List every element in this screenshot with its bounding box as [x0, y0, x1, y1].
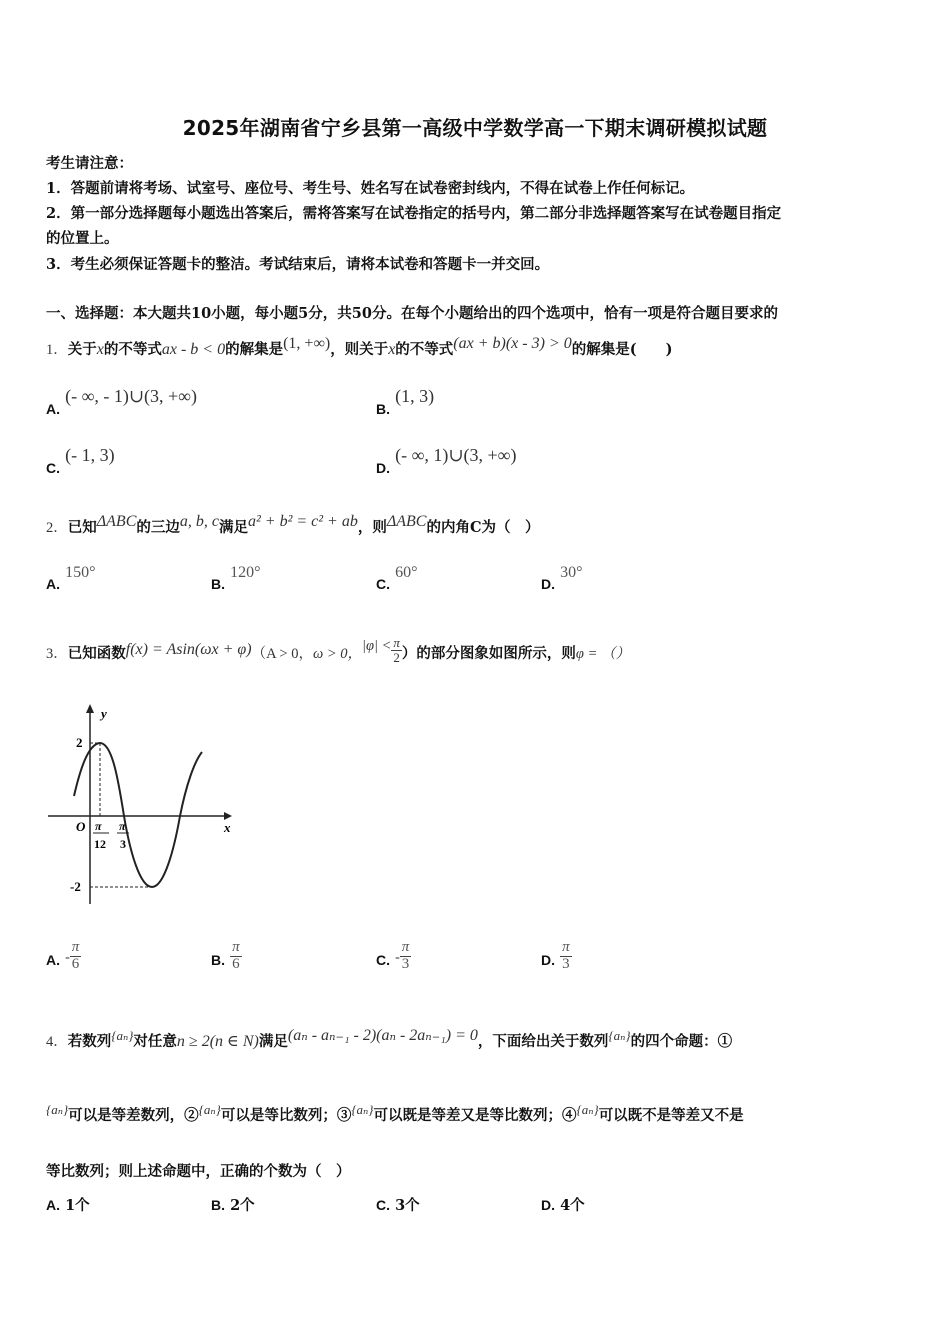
q4-number: 4．: [46, 1034, 68, 1050]
option-fraction: [70, 940, 82, 973]
q2-number: 2．: [46, 520, 68, 536]
q2-option-c[interactable]: [376, 562, 418, 592]
tick-1-denominator: 12: [94, 837, 106, 851]
notice-item-2-cont: 的位置上。: [46, 230, 119, 247]
q2-triangle: ΔABC: [96, 513, 137, 530]
origin-label: O: [76, 819, 86, 834]
q2-option-b[interactable]: [211, 562, 261, 592]
option-label: C.: [46, 460, 60, 476]
q3-pi-over-2: [391, 636, 402, 664]
q4-option-d[interactable]: [541, 1194, 585, 1215]
frac-denominator: 3: [401, 955, 410, 972]
q1-inequality-1: ax - b < 0: [161, 341, 226, 358]
option-value: (- ∞, - 1)∪(3, +∞): [65, 386, 197, 406]
y-axis: [86, 704, 94, 904]
option-label: C.: [376, 1197, 390, 1213]
q1-text-2: 的不等式: [103, 341, 162, 358]
q1-text-3: 的解集是: [225, 341, 284, 358]
frac-numerator: π: [562, 939, 570, 955]
q3-text-2: ）的部分图象如图所示，则: [401, 645, 576, 663]
option-fraction: [230, 940, 242, 973]
q2-option-a[interactable]: [46, 562, 96, 592]
q1-inequality-2: (ax + b)(x - 3) > 0: [453, 335, 572, 352]
option-value: 150°: [65, 564, 96, 581]
option-label: B.: [211, 576, 225, 592]
frac-numerator: π: [232, 939, 240, 955]
q4-option-b[interactable]: [211, 1194, 255, 1215]
notice-item-2: 2．第一部分选择题每小题选出答案后，需将答案写在试卷指定的括号内，第二部分非选择题答案写在试卷题目指定: [46, 205, 782, 222]
question-1: [46, 335, 673, 359]
notice-item-3: 3．考生必须保证答题卡的整洁。考试结束后，请将本试卷和答题卡一并交回。: [46, 256, 550, 273]
q3-number: 3．: [46, 646, 68, 663]
option-value: 3个: [395, 1197, 420, 1214]
option-label: D.: [376, 460, 390, 476]
option-sign: -: [395, 949, 400, 965]
q4-text-2: 对任意: [133, 1033, 177, 1050]
q2-text-1: 已知: [67, 519, 97, 536]
q1-text-1: 关于: [67, 341, 97, 358]
q4-prop-2: 可以是等比数列；③: [220, 1107, 352, 1124]
option-label: D.: [541, 576, 555, 592]
option-label: A.: [46, 401, 60, 417]
option-label: A.: [46, 951, 60, 968]
q4-seq-c: {aₙ}: [351, 1102, 374, 1117]
option-fraction: [400, 940, 412, 973]
q4-sequence-2: {aₙ}: [608, 1028, 631, 1043]
q3-option-b[interactable]: [211, 940, 242, 973]
q2-text-5: 的内角C为（ ）: [426, 519, 540, 536]
q3-cond-2: ω > 0，: [312, 646, 362, 663]
q2-equation: a² + b² = c² + ab: [247, 513, 358, 530]
question-2: [46, 513, 540, 537]
q4-prop-4: 可以既不是等差又不是: [598, 1107, 744, 1124]
q2-sides: a, b, c: [179, 513, 219, 530]
q3-cond-3: |φ| <: [362, 638, 392, 655]
notice-item-1: 1．答题前请将考场、试室号、座位号、考生号、姓名写在试卷密封线内，不得在试卷上作任何标记。: [46, 180, 695, 197]
page-title: 2025年湖南省宁乡县第一高级中学数学高一下期末调研模拟试题: [182, 116, 768, 140]
y-max-label: 2: [76, 735, 83, 750]
q1-text-4: ，则关于: [330, 341, 389, 358]
question-4-line-3: 等比数列；则上述命题中，正确的个数为（ ）: [46, 1163, 351, 1180]
q2-text-3: 满足: [218, 519, 248, 536]
question-3: [46, 635, 630, 668]
q4-equation: (aₙ - aₙ₋₁ - 2)(aₙ - 2aₙ₋₁) = 0: [287, 1027, 478, 1044]
notice-heading: 考生请注意：: [46, 155, 133, 172]
q4-option-a[interactable]: [46, 1194, 90, 1215]
option-value: 4个: [560, 1197, 585, 1214]
option-value: 2个: [230, 1197, 255, 1214]
q3-option-a[interactable]: [46, 940, 81, 973]
option-value: 30°: [560, 564, 583, 581]
option-label: D.: [541, 951, 555, 968]
q4-seq-a: {aₙ}: [46, 1102, 69, 1117]
tick-2-denominator: 3: [120, 837, 126, 851]
q3-option-c[interactable]: [376, 940, 411, 973]
q3-phi: φ = （）: [575, 646, 630, 663]
q4-text-5: 的四个命题：①: [630, 1033, 733, 1050]
option-fraction: [560, 940, 572, 973]
q1-option-a[interactable]: [46, 386, 197, 417]
frac-denominator: 3: [562, 955, 570, 972]
q2-text-4: ，则: [357, 519, 387, 536]
question-4-line-2: [46, 1104, 744, 1125]
option-label: B.: [376, 401, 390, 417]
q1-option-b[interactable]: [376, 386, 435, 417]
option-label: C.: [376, 576, 390, 592]
q3-text-1: 已知函数: [67, 645, 126, 663]
option-value: (- ∞, 1)∪(3, +∞): [395, 445, 517, 465]
option-value: (- 1, 3): [65, 445, 115, 465]
q1-text-5: 的不等式: [395, 341, 454, 358]
tick-2-numerator: π: [119, 819, 126, 833]
option-label: B.: [211, 951, 225, 968]
q4-prop-3: 可以既是等差又是等比数列；④: [373, 1107, 577, 1124]
option-label: D.: [541, 1197, 555, 1213]
y-min-label: -2: [70, 879, 81, 894]
q1-option-c[interactable]: [46, 445, 115, 476]
tick-1-numerator: π: [95, 819, 102, 833]
q1-var-x: x: [96, 341, 104, 358]
option-value: 120°: [230, 564, 261, 581]
x-axis-label: x: [224, 820, 231, 835]
q3-option-d[interactable]: [541, 940, 572, 973]
q4-seq-b: {aₙ}: [198, 1102, 221, 1117]
section-heading: 一、选择题：本大题共10小题，每小题5分，共50分。在每个小题给出的四个选项中，恰有一项是符合题目要求的: [46, 305, 778, 322]
q4-text-1: 若数列: [67, 1033, 112, 1050]
q2-triangle-2: ΔABC: [386, 513, 427, 530]
question-4-line-1: [46, 1027, 733, 1051]
option-value: (1, 3): [395, 386, 435, 406]
option-value: 1个: [65, 1197, 90, 1214]
q4-seq-d: {aₙ}: [576, 1102, 599, 1117]
y-axis-label: y: [101, 706, 107, 721]
option-sign: -: [65, 949, 70, 965]
sine-curve: [74, 743, 202, 887]
q3-function: f(x) = Asin(ωx + φ): [125, 641, 252, 659]
frac-numerator: π: [401, 939, 410, 955]
q1-text-6: 的解集是( ): [571, 341, 673, 358]
frac-numerator: π: [71, 939, 80, 955]
q1-number: 1．: [46, 342, 68, 358]
option-label: A.: [46, 1197, 60, 1213]
frac-numerator: π: [393, 635, 400, 650]
q4-text-3: 满足: [258, 1033, 288, 1050]
q4-prop-1: 可以是等差数列，②: [68, 1107, 199, 1124]
q4-option-c[interactable]: [376, 1194, 420, 1215]
q2-option-d[interactable]: [541, 562, 583, 592]
frac-denominator: 6: [71, 955, 80, 972]
q2-text-2: 的三边: [136, 519, 180, 536]
option-value: 60°: [395, 564, 418, 581]
frac-denominator: 6: [232, 955, 240, 972]
frac-denominator: 2: [393, 649, 400, 665]
q1-var-x-2: x: [388, 341, 396, 358]
option-label: C.: [376, 951, 390, 968]
q1-solution-set: (1, +∞): [283, 335, 331, 352]
q4-sequence: {aₙ}: [111, 1028, 134, 1043]
q4-condition: n ≥ 2(n ∈ N): [176, 1033, 259, 1050]
sine-graph: [44, 700, 244, 910]
option-label: B.: [211, 1197, 225, 1213]
q3-cond-1: （A > 0，: [251, 646, 313, 663]
q1-option-d[interactable]: [376, 445, 517, 476]
option-label: A.: [46, 576, 60, 592]
q4-text-4: ，下面给出关于数列: [477, 1033, 609, 1050]
